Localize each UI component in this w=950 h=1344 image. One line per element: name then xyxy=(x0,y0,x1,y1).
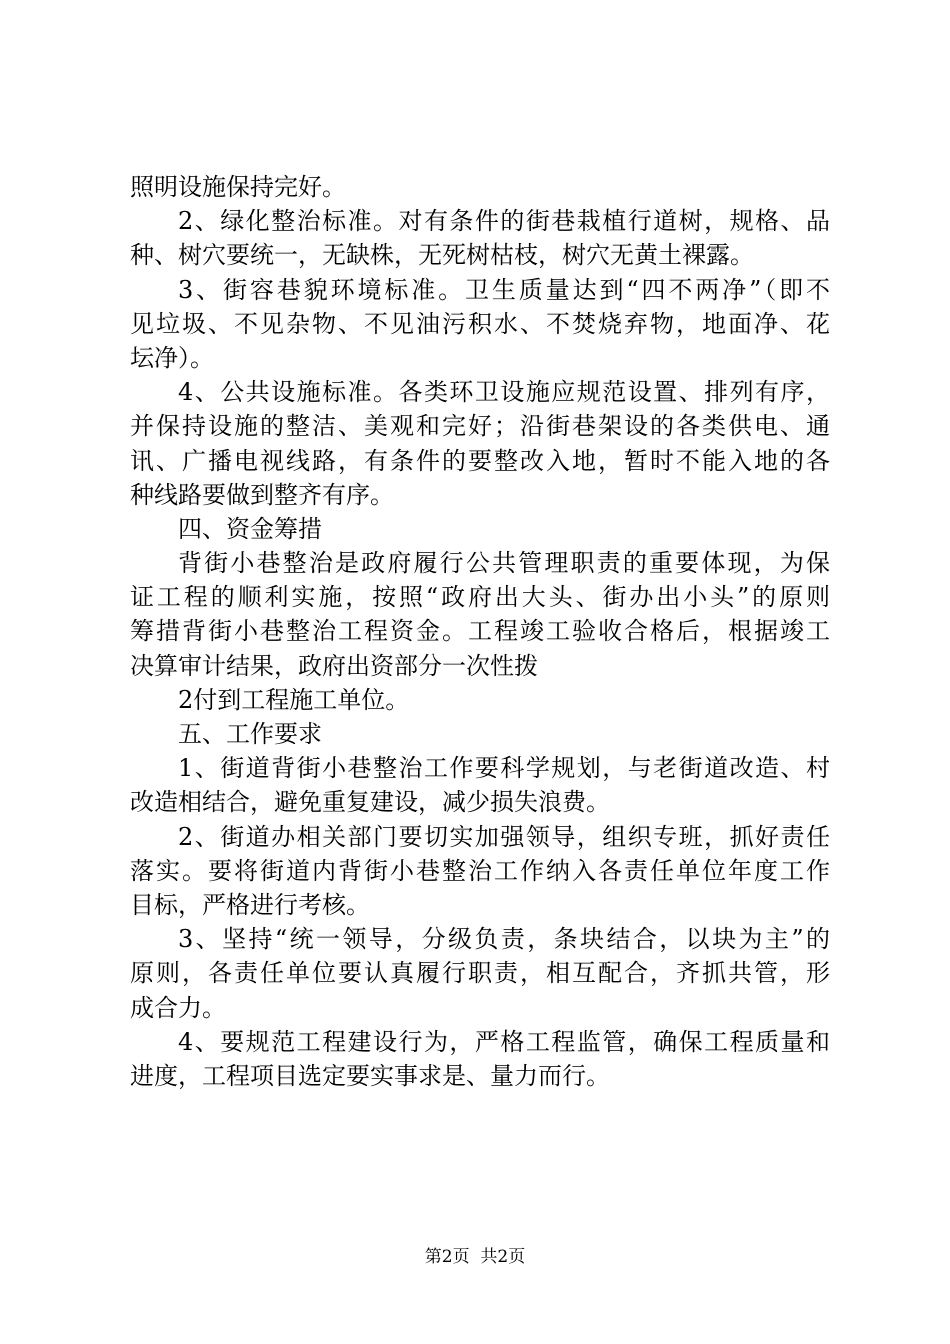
section-heading-requirements xyxy=(130,717,830,751)
text-line: 落实。要将街道内背街小巷整治工作纳入各责任单位年度工作 xyxy=(130,856,830,885)
text-line: 1、街道背街小巷整治工作要科学规划，与老街道改造、村 xyxy=(178,754,830,783)
text-line: 4、公共设施标准。各类环卫设施应规范设置、排列有序， xyxy=(178,378,830,407)
text-line: 种线路要做到整齐有序。 xyxy=(130,480,394,509)
text-line: 决算审计结果，政府出资部分一次性拨 xyxy=(130,651,538,680)
text-line: 照明设施保持完好。 xyxy=(130,173,346,201)
paragraph-funding-cont xyxy=(130,683,830,717)
section-heading: 五、工作要求 xyxy=(178,720,322,748)
paragraph-4 xyxy=(130,375,830,512)
paragraph-2 xyxy=(130,204,830,272)
text-line: 讯、广播电视线路，有条件的要整改入地，暂时不能入地的各 xyxy=(130,446,830,475)
text-line: 2付到工程施工单位。 xyxy=(178,685,410,714)
text-line: 2、街道办相关部门要切实加强领导，组织专班，抓好责任 xyxy=(178,822,830,851)
text-line: 目标，严格进行考核。 xyxy=(130,890,370,919)
text-line: 筹措背街小巷整治工程资金。工程竣工验收合格后，根据竣工 xyxy=(130,617,830,646)
paragraph-req-1 xyxy=(130,751,830,819)
text-line: 2、绿化整治标准。对有条件的街巷栽植行道树，规格、品 xyxy=(178,207,830,236)
text-line: 证工程的顺利实施，按照“政府出大头、街办出小头”的原则 xyxy=(130,583,830,612)
page-footer: 第2页 共2页 xyxy=(424,1247,526,1267)
text-line: 4、要规范工程建设行为，严格工程监管，确保工程质量和 xyxy=(178,1027,830,1056)
text-line: 背街小巷整治是政府履行公共管理职责的重要体现，为保 xyxy=(178,549,830,578)
paragraph-req-2 xyxy=(130,820,830,923)
paragraph-req-3 xyxy=(130,922,830,1025)
section-heading-funding xyxy=(130,512,830,546)
paragraph-funding xyxy=(130,546,830,683)
text-line: 原则，各责任单位要认真履行职责，相互配合，齐抓共管，形 xyxy=(130,959,830,988)
text-line: 3、坚持“统一领导，分级负责，条块结合，以块为主”的 xyxy=(178,925,830,954)
document-body xyxy=(130,170,830,1093)
paragraph-3 xyxy=(130,273,830,376)
text-line: 见垃圾、不见杂物、不见油污积水、不焚烧弃物，地面净、花 xyxy=(130,309,830,338)
text-line: 坛净）。 xyxy=(130,343,214,372)
section-heading: 四、资金筹措 xyxy=(178,514,322,543)
text-line: 成合力。 xyxy=(130,993,226,1022)
paragraph-req-4 xyxy=(130,1025,830,1093)
text-line: 3、街容巷貌环境标准。卫生质量达到“四不两净”（即不 xyxy=(178,275,830,304)
paragraph-1 xyxy=(130,170,830,204)
text-line: 进度，工程项目选定要实事求是、量力而行。 xyxy=(130,1061,610,1090)
text-line: 改造相结合，避免重复建设，减少损失浪费。 xyxy=(130,788,610,817)
text-line: 种、树穴要统一，无缺株，无死树枯枝，树穴无黄土裸露。 xyxy=(130,241,754,270)
text-line: 并保持设施的整洁、美观和完好；沿街巷架设的各类供电、通 xyxy=(130,412,830,441)
